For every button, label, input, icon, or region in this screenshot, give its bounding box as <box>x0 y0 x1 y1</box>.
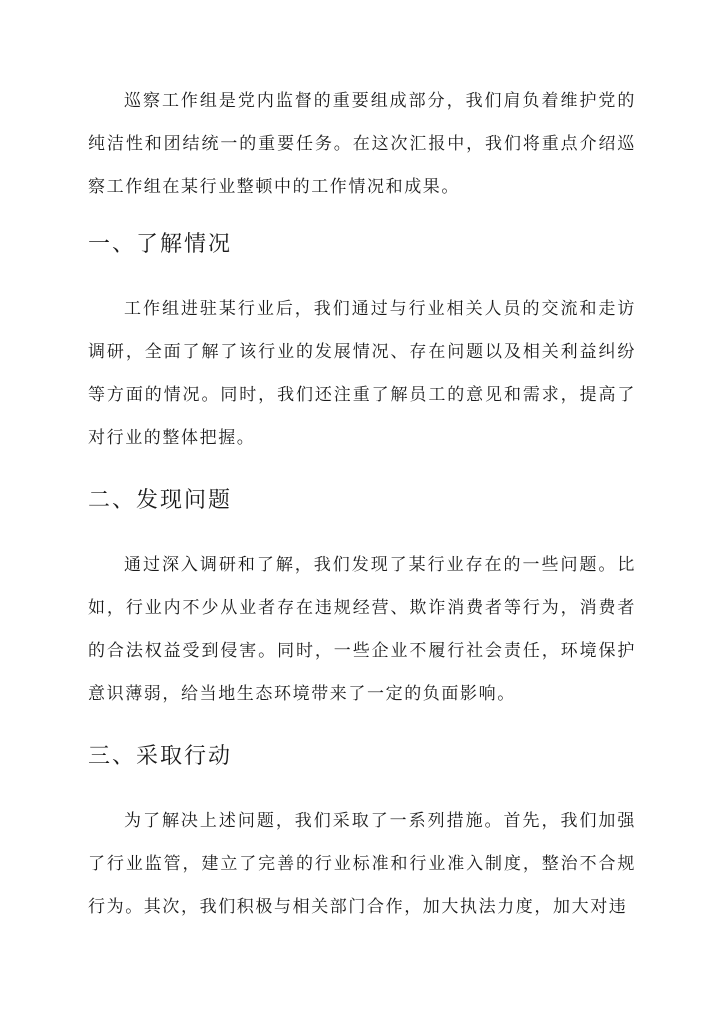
intro-paragraph: 巡察工作组是党内监督的重要组成部分，我们肩负着维护党的纯洁性和团结统一的重要任务。在这次汇报中，我们将重点介绍巡察工作组在某行业整顿中的工作情况和成果。 <box>88 91 636 197</box>
section-heading-understand: 一、了解情况 <box>88 232 233 257</box>
section-heading-problems: 二、发现问题 <box>88 488 233 513</box>
section-paragraph-problems: 通过深入调研和了解，我们发现了某行业存在的一些问题。比如，行业内不少从业者存在违规经营、欺诈消费者等行为，消费者的合法权益受到侵害。同时，一些企业不履行社会责任，环境保护意识薄弱，给当地生态环境带来了一定的负面影响。 <box>88 555 636 704</box>
section-paragraph-actions: 为了解决上述问题，我们采取了一系列措施。首先，我们加强了行业监管，建立了完善的行业标准和行业准入制度，整治不合规行为。其次，我们积极与相关部门合作，加大执法力度，加大对违 <box>88 811 636 917</box>
section-paragraph-understand: 工作组进驻某行业后，我们通过与行业相关人员的交流和走访调研，全面了解了该行业的发展情况、存在问题以及相关利益纠纷等方面的情况。同时，我们还注重了解员工的意见和需求，提高了对行业的整体把握。 <box>88 299 636 448</box>
section-heading-actions: 三、采取行动 <box>88 744 233 769</box>
